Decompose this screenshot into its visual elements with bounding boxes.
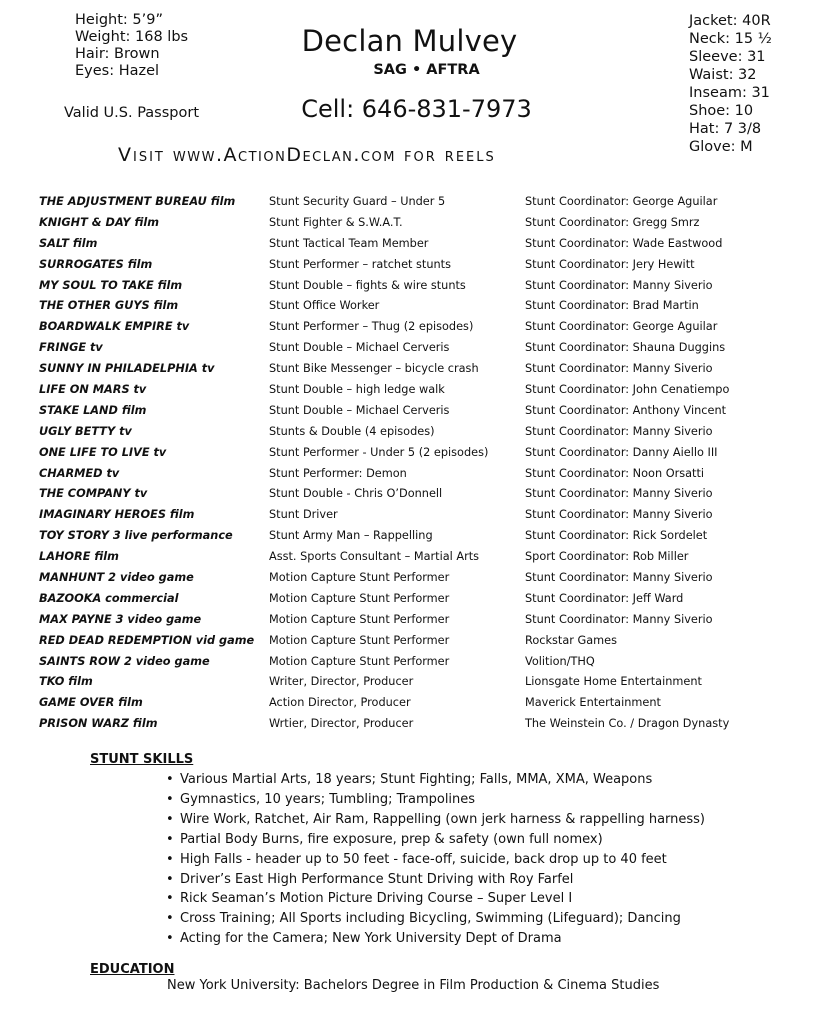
credit-title: THE ADJUSTMENT BUREAU film xyxy=(39,195,236,208)
shoe-size: Shoe: 10 xyxy=(689,103,754,119)
credit-coordinator: Stunt Coordinator: Jery Hewitt xyxy=(525,257,695,271)
education-heading: EDUCATION xyxy=(90,962,175,977)
credit-coordinator: Stunt Coordinator: Rick Sordelet xyxy=(525,529,708,543)
credit-coordinator: Stunt Coordinator: George Aguilar xyxy=(525,195,718,208)
hair-stat: Hair: Brown xyxy=(75,46,160,62)
credit-role: Motion Capture Stunt Performer xyxy=(269,654,450,668)
credit-title: MY SOUL TO TAKE film xyxy=(39,278,183,292)
performer-name: Declan Mulvey xyxy=(301,24,518,58)
credit-role: Motion Capture Stunt Performer xyxy=(269,591,450,605)
credit-title: ONE LIFE TO LIVE tv xyxy=(39,445,167,459)
cell-phone: Cell: 646-831-7973 xyxy=(301,95,532,123)
credit-coordinator: Stunt Coordinator: Wade Eastwood xyxy=(525,236,723,250)
credit-role: Stunt Performer - Under 5 (2 episodes) xyxy=(269,445,489,459)
credit-row xyxy=(39,234,799,255)
credit-role: Stunt Double – Michael Cerveris xyxy=(269,403,450,417)
credit-coordinator: Stunt Coordinator: Manny Siverio xyxy=(525,571,713,585)
eyes-stat: Eyes: Hazel xyxy=(75,63,160,79)
credit-row xyxy=(39,631,799,652)
credit-coordinator: Stunt Coordinator: Gregg Smrz xyxy=(525,215,700,229)
credit-role: Stunt Office Worker xyxy=(269,299,380,313)
credit-title: CHARMED tv xyxy=(39,466,120,480)
credit-row xyxy=(39,464,799,485)
credit-coordinator: Sport Coordinator: Rob Miller xyxy=(525,550,689,564)
credit-role: Stunt Double – high ledge walk xyxy=(269,383,445,397)
credit-role: Stunts & Double (4 episodes) xyxy=(269,424,435,438)
credit-row xyxy=(39,443,799,464)
credit-coordinator: The Weinstein Co. / Dragon Dynasty xyxy=(525,717,730,731)
credit-row xyxy=(39,672,799,693)
union-affiliations: SAG • AFTRA xyxy=(373,62,480,78)
credit-row xyxy=(39,317,799,338)
credit-row xyxy=(39,484,799,505)
credit-coordinator: Stunt Coordinator: Manny Siverio xyxy=(525,612,713,626)
credit-title: SURROGATES film xyxy=(39,257,153,271)
hat-size: Hat: 7 3/8 xyxy=(689,121,762,137)
credit-role: Stunt Security Guard – Under 5 xyxy=(269,195,446,208)
credit-title: GAME OVER film xyxy=(39,696,143,710)
website-link[interactable]: www.ActionDeclan.com xyxy=(172,144,396,166)
credit-coordinator: Stunt Coordinator: Anthony Vincent xyxy=(525,403,727,417)
credit-row xyxy=(39,401,799,422)
skill-item: • Wire Work, Ratchet, Air Ram, Rappelling (own jerk harness & rappelling harness) xyxy=(166,810,705,830)
credit-title: UGLY BETTY tv xyxy=(39,424,132,438)
skill-item: • Driver’s East High Performance Stunt Driving with Roy Farfel xyxy=(166,870,705,890)
credit-role: Stunt Performer – Thug (2 episodes) xyxy=(269,320,474,334)
credit-role: Stunt Performer: Demon xyxy=(269,466,407,480)
passport-note: Valid U.S. Passport xyxy=(64,105,200,121)
credit-row xyxy=(39,359,799,380)
credit-row xyxy=(39,213,799,234)
skill-item: • Partial Body Burns, fire exposure, prep & safety (own full nomex) xyxy=(166,830,705,850)
credit-title: TOY STORY 3 live performance xyxy=(39,529,233,543)
reels-line xyxy=(118,144,496,166)
skill-item: • Acting for the Camera; New York University Dept of Drama xyxy=(166,929,705,949)
credit-role: Stunt Driver xyxy=(269,508,338,522)
credit-coordinator: Stunt Coordinator: Shauna Duggins xyxy=(525,341,726,355)
credit-coordinator: Stunt Coordinator: Danny Aiello III xyxy=(525,445,718,459)
glove-size: Glove: M xyxy=(689,139,753,155)
credit-row xyxy=(39,276,799,297)
inseam-size: Inseam: 31 xyxy=(689,85,770,101)
jacket-size: Jacket: 40R xyxy=(689,13,771,29)
credit-coordinator: Volition/THQ xyxy=(525,654,595,668)
credit-title: KNIGHT & DAY film xyxy=(39,215,160,229)
credit-title: PRISON WARZ film xyxy=(39,717,158,731)
credit-coordinator: Lionsgate Home Entertainment xyxy=(525,675,702,689)
credit-role: Stunt Fighter & S.W.A.T. xyxy=(269,215,403,229)
weight-stat: Weight: 168 lbs xyxy=(75,29,189,45)
credit-row xyxy=(39,255,799,276)
credit-title: SALT film xyxy=(39,236,98,250)
credit-row xyxy=(39,652,799,673)
credit-role: Stunt Double – Michael Cerveris xyxy=(269,341,450,355)
credit-row xyxy=(39,610,799,631)
credit-coordinator: Maverick Entertainment xyxy=(525,696,661,710)
credit-title: BOARDWALK EMPIRE tv xyxy=(39,320,190,334)
credit-role: Stunt Army Man – Rappelling xyxy=(269,529,433,543)
credit-coordinator: Stunt Coordinator: Manny Siverio xyxy=(525,362,713,376)
credit-role: Stunt Double - Chris O’Donnell xyxy=(269,487,443,501)
credits-table xyxy=(39,192,799,735)
credit-coordinator: Stunt Coordinator: Manny Siverio xyxy=(525,508,713,522)
credit-title: IMAGINARY HEROES film xyxy=(39,508,195,522)
credit-title: THE COMPANY tv xyxy=(39,487,148,501)
credit-role: Writer, Director, Producer xyxy=(269,675,414,689)
credit-row xyxy=(39,505,799,526)
credit-row xyxy=(39,338,799,359)
skill-item: • Cross Training; All Sports including Bicycling, Swimming (Lifeguard); Dancing xyxy=(166,909,705,929)
credit-title: LAHORE film xyxy=(39,550,119,564)
credit-row xyxy=(39,547,799,568)
wardrobe-sizes xyxy=(689,12,772,156)
height-stat: Height: 5’9” xyxy=(75,12,163,28)
stunt-skills-list xyxy=(166,770,705,949)
credit-row xyxy=(39,568,799,589)
credit-coordinator: Stunt Coordinator: George Aguilar xyxy=(525,320,718,334)
credit-row xyxy=(39,693,799,714)
waist-size: Waist: 32 xyxy=(689,67,757,83)
credit-role: Stunt Tactical Team Member xyxy=(269,236,429,250)
credit-role: Motion Capture Stunt Performer xyxy=(269,571,450,585)
skill-item: • Various Martial Arts, 18 years; Stunt Fighting; Falls, MMA, XMA, Weapons xyxy=(166,770,705,790)
neck-size: Neck: 15 ½ xyxy=(689,31,772,47)
credit-title: MANHUNT 2 video game xyxy=(39,571,194,585)
credit-role: Motion Capture Stunt Performer xyxy=(269,612,450,626)
credit-role: Stunt Performer – ratchet stunts xyxy=(269,257,451,271)
credit-title: FRINGE tv xyxy=(39,341,103,355)
stunt-skills-heading: STUNT SKILLS xyxy=(90,752,194,767)
credit-title: RED DEAD REDEMPTION vid game xyxy=(39,633,255,647)
credit-role: Asst. Sports Consultant – Martial Arts xyxy=(269,550,480,564)
credit-role: Wrtier, Director, Producer xyxy=(269,717,414,731)
credit-title: MAX PAYNE 3 video game xyxy=(39,612,202,626)
credit-role: Action Director, Producer xyxy=(269,696,411,710)
credit-title: TKO film xyxy=(39,675,93,689)
visit-suffix: for reels xyxy=(404,144,496,166)
credit-role: Stunt Double – fights & wire stunts xyxy=(269,278,466,292)
credit-coordinator: Stunt Coordinator: Manny Siverio xyxy=(525,487,713,501)
credit-coordinator: Stunt Coordinator: John Cenatiempo xyxy=(525,383,730,397)
credit-title: BAZOOKA commercial xyxy=(39,591,179,605)
credit-coordinator: Stunt Coordinator: Brad Martin xyxy=(525,299,699,313)
sleeve-size: Sleeve: 31 xyxy=(689,49,766,65)
skill-item: • High Falls - header up to 50 feet - face-off, suicide, back drop up to 40 feet xyxy=(166,850,705,870)
credit-coordinator: Stunt Coordinator: Manny Siverio xyxy=(525,424,713,438)
skill-item: • Gymnastics, 10 years; Tumbling; Trampolines xyxy=(166,790,705,810)
credit-row xyxy=(39,380,799,401)
credit-row xyxy=(39,526,799,547)
credit-title: SUNNY IN PHILADELPHIA tv xyxy=(39,362,215,376)
credit-coordinator: Rockstar Games xyxy=(525,633,617,647)
credit-coordinator: Stunt Coordinator: Jeff Ward xyxy=(525,591,684,605)
credit-role: Stunt Bike Messenger – bicycle crash xyxy=(269,362,479,376)
credit-coordinator: Stunt Coordinator: Noon Orsatti xyxy=(525,466,705,480)
credit-row xyxy=(39,589,799,610)
credit-role: Motion Capture Stunt Performer xyxy=(269,633,450,647)
credit-row xyxy=(39,422,799,443)
credit-title: LIFE ON MARS tv xyxy=(39,383,147,397)
visit-prefix: Visit xyxy=(118,144,165,166)
skill-item: • Rick Seaman’s Motion Picture Driving Course – Super Level I xyxy=(166,889,705,909)
credit-row xyxy=(39,192,799,213)
credit-row xyxy=(39,296,799,317)
credit-title: SAINTS ROW 2 video game xyxy=(39,654,210,668)
credit-title: THE OTHER GUYS film xyxy=(39,299,179,313)
credit-row xyxy=(39,714,799,735)
credit-coordinator: Stunt Coordinator: Manny Siverio xyxy=(525,278,713,292)
education-entry: New York University: Bachelors Degree in Film Production & Cinema Studies xyxy=(167,978,660,993)
credit-title: STAKE LAND film xyxy=(39,403,147,417)
